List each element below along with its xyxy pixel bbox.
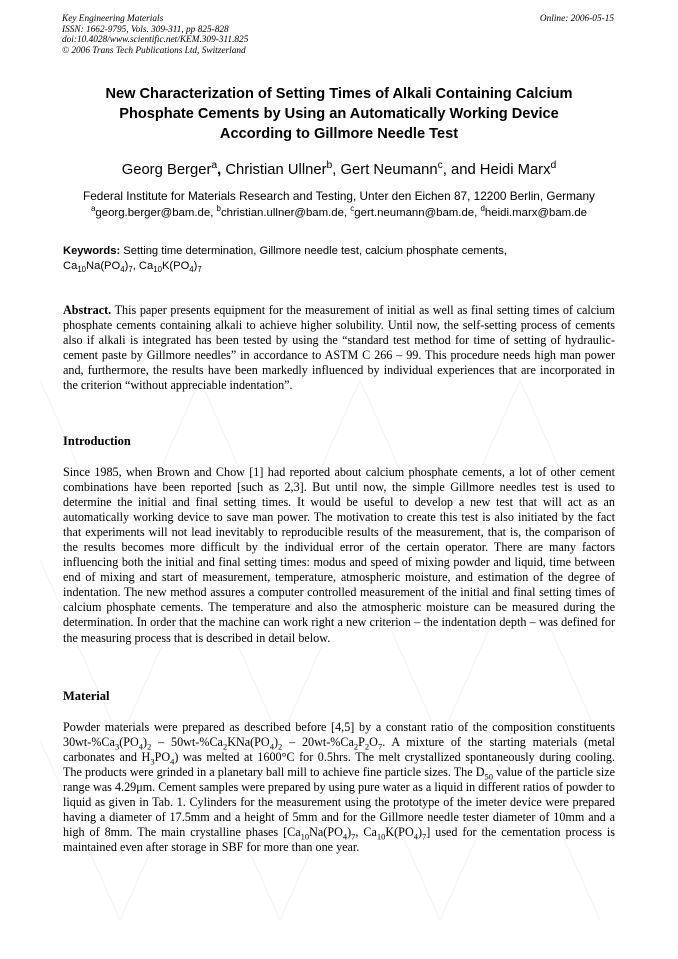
author-separator: , and [442, 162, 480, 178]
journal-doi: doi:10.4028/www.scientific.net/KEM.309-311.825 [62, 35, 249, 46]
text-run: – 20wt-%Ca [282, 735, 354, 750]
title-line-1: New Characterization of Setting Times of Alkali Containing Calcium [105, 86, 573, 102]
author-name: Georg Berger [121, 162, 212, 178]
author-list [60, 162, 618, 178]
formula-sub: 4 [120, 265, 125, 275]
text-run: Na(PO [309, 825, 343, 840]
email-link[interactable]: christian.ullner@bam.de, [220, 207, 351, 219]
introduction-heading: Introduction [63, 434, 131, 448]
journal-name: Key Engineering Materials [62, 14, 164, 24]
subscript: 2 [147, 741, 152, 752]
text-run: (PO [119, 735, 139, 750]
author-emails [60, 204, 618, 219]
text-run: value of the particle size range was 4.29μm. Cement samples were prepared by using pure water as a liquid in different ratios of powder to liquid as given in Tab. 1. Cylinders for the measurement using the prototype of the imeter device were prepared having a diameter of 17.5mm and a height of 5mm and for the Gillmore needle tester diameter of 10mm and a high of 8mm. The main crystalline phases [Ca [63, 765, 615, 840]
paper-title [60, 84, 618, 144]
formula-part: ) [193, 260, 198, 272]
journal-copyright: © 2006 Trans Tech Publications Ltd, Switzerland [62, 45, 246, 56]
subscript: 2 [353, 741, 359, 752]
subscript: 3 [150, 756, 155, 767]
introduction-paragraph: Since 1985, when Brown and Chow [1] had reported about calcium phosphate cements, a lot of other cement combinations have been reported [such as 2,3]. But until now, the simple Gillmore needles test is used to determine the initial and final setting times. It would be useful to develop a new test that will act as an automatically working device to save man power. The motivation to create this test is also initiated by the fact that experiments will not lead inevitably to reproducible results of the measurement, that is, the comparison of the results becomes more difficult by the individual error of the certain operator. There are many factors influencing both the initial and final setting times: modus and speed of mixing powder and liquid, time between end of mixing and start of measurement, temperature, atmospheric moisture, and estimation of the degree of indentation. The new method assures a computer controlled measurement of the initial and final setting times of calcium phosphate cements. The temperature and also the atmospheric moisture can be measured during the determination. In order that the machine can work right a new criterion – the indentation depth – was defined for the measuring process that is described in detail below. [63, 465, 615, 645]
abstract-label: Abstract. [63, 303, 112, 317]
email-mark: b [216, 204, 221, 214]
email-mark: c [350, 204, 355, 214]
email-link[interactable]: georg.berger@bam.de, [95, 207, 217, 219]
email-mark: d [480, 204, 485, 214]
author-name: Heidi Marx [479, 162, 551, 178]
subscript: 2 [364, 741, 370, 752]
formula-part: , Ca [132, 260, 154, 272]
abstract-text: This paper presents equipment for the measurement of initial as well as final setting times of calcium phosphate cements containing alkali to achieve higher solubility. Until now, the self-setting process of cements also if alkali is integrated has been tested by using the “standard test method for time of setting of hydraulic-cement paste by Gillmore needles” in accordance to ASTM C 266 – 99. This procedure needs high man power and, furthermore, the results have been markedly influenced by individual experiences that are incorporated in the criterion “without appreciable indentation”. [63, 303, 615, 393]
text-run: K(PO [385, 825, 414, 840]
formula-sub: 7 [128, 265, 133, 275]
abstract-paragraph [63, 303, 615, 393]
author-separator: , [217, 162, 226, 178]
title-line-2: Phosphate Cements by Using an Automatically Working Device [119, 106, 559, 122]
subscript: 50 [484, 771, 493, 782]
journal-header [62, 14, 618, 56]
author-mark: a [211, 160, 218, 172]
online-date: Online: 2006-05-15 [539, 14, 614, 24]
author-separator: , [332, 162, 341, 178]
title-line-3: According to Gillmore Needle Test [219, 126, 459, 142]
author-name: Christian Ullner [225, 162, 327, 178]
email-link[interactable]: heidi.marx@bam.de [484, 207, 588, 219]
keywords [63, 244, 618, 274]
author-mark: c [437, 160, 443, 172]
material-paragraph [63, 720, 615, 855]
subscript: 3 [114, 741, 120, 752]
text-run: ] used for the cementation process is maintained even after storage in SBF for more than one year. [63, 825, 615, 855]
subscript: 7 [377, 741, 383, 752]
subscript: 4 [269, 741, 274, 752]
formula-part: Ca [63, 260, 78, 272]
text-run: Powder materials were prepared as described before [4,5] by a constant ratio of the composition constituents 30wt-%Ca [63, 720, 615, 750]
text-run: ) [347, 825, 352, 840]
text-run: . A mixture of the starting materials (metal carbonates and H [63, 735, 615, 765]
subscript: 4 [342, 831, 348, 842]
formula-sub: 10 [77, 265, 87, 275]
material-heading: Material [63, 689, 110, 703]
subscript: 7 [422, 831, 427, 842]
text-run: ) [417, 825, 423, 840]
subscript: 4 [170, 756, 175, 767]
formula-sub: 4 [189, 265, 194, 275]
text-run: – 50wt-%Ca [151, 735, 223, 750]
author-mark: b [326, 160, 333, 172]
text-run: ) [273, 735, 278, 750]
subscript: 7 [351, 831, 356, 842]
subscript: 4 [413, 831, 418, 842]
formula-part: K(PO [161, 260, 190, 272]
keywords-label: Keywords: [63, 245, 121, 257]
affiliation: Federal Institute for Materials Research and Testing, Unter den Eichen 87, 12200 Berlin, Germany [83, 189, 595, 203]
keywords-text: Setting time determination, Gillmore needle test, calcium phosphate cements, [120, 245, 507, 257]
text-run: O [369, 735, 378, 750]
formula-sub: 7 [197, 265, 202, 275]
text-run: PO [154, 750, 171, 765]
text-run: ) [143, 735, 148, 750]
text-run: KNa(PO [227, 735, 270, 750]
text-run: ) was melted at 1600°C for 0.5hrs. The melt crystallized spontaneously during cooling. The products were grinded in a planetary ball mill to achieve fine particle sizes. The D [63, 750, 615, 780]
formula-part: Na(PO [86, 260, 121, 272]
email-link[interactable]: gert.neumann@bam.de, [354, 207, 481, 219]
email-mark: a [90, 204, 96, 214]
text-run: P [358, 735, 365, 750]
subscript: 10 [300, 831, 310, 842]
subscript: 10 [376, 831, 386, 842]
author-name: Gert Neumann [340, 162, 438, 178]
formula-part: ) [124, 260, 129, 272]
subscript: 2 [222, 741, 228, 752]
journal-issn: ISSN: 1662-9795, Vols. 309-311, pp 825-828 [62, 24, 229, 35]
subscript: 4 [138, 741, 144, 752]
formula-sub: 10 [153, 265, 162, 275]
text-run: , Ca [355, 825, 377, 840]
author-mark: d [550, 160, 557, 172]
subscript: 2 [278, 741, 283, 752]
